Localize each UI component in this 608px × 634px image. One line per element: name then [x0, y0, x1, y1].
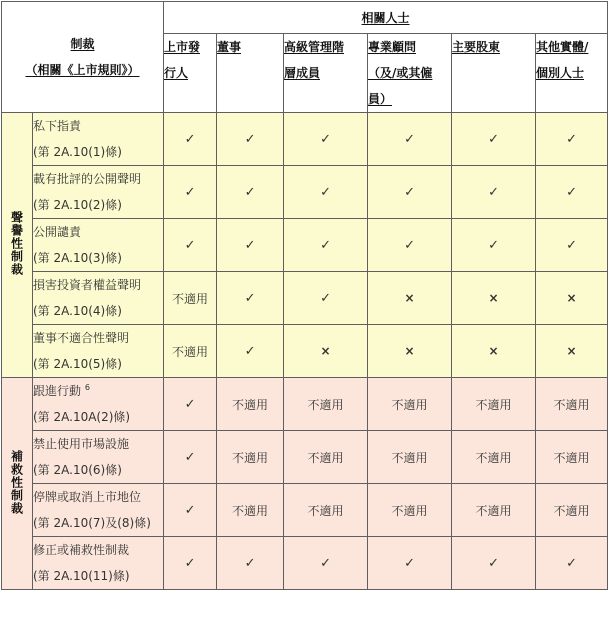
check-icon: ✓	[217, 219, 284, 272]
cross-icon: ×	[452, 272, 536, 325]
not-applicable-cell: 不適用	[536, 378, 608, 431]
check-icon: ✓	[536, 219, 608, 272]
column-header-directors	[217, 34, 284, 113]
rule-reference: (第 2A.10(11)條)	[33, 569, 130, 583]
rule-reference: (第 2A.10(7)及(8)條)	[33, 516, 151, 530]
table-row	[2, 325, 608, 378]
check-icon: ✓	[536, 166, 608, 219]
check-icon: ✓	[164, 484, 217, 537]
check-icon: ✓	[452, 537, 536, 590]
rule-reference: (第 2A.10(3)條)	[33, 251, 122, 265]
not-applicable-cell: 不適用	[284, 378, 368, 431]
not-applicable-cell: 不適用	[217, 484, 284, 537]
check-icon: ✓	[217, 166, 284, 219]
cross-icon: ×	[368, 325, 452, 378]
rule-reference: (第 2A.10(2)條)	[33, 198, 122, 212]
sanction-cell	[33, 166, 164, 219]
column-header-line: 專業顧問	[368, 40, 417, 54]
not-applicable-cell: 不適用	[284, 431, 368, 484]
check-icon: ✓	[284, 113, 368, 166]
rule-reference: (第 2A.10(4)條)	[33, 304, 122, 318]
check-icon: ✓	[284, 166, 368, 219]
column-header-line: 層成員	[284, 66, 321, 80]
sanction-cell	[33, 378, 164, 431]
rule-reference: (第 2A.10(6)條)	[33, 463, 122, 477]
sanction-name: 禁止使用市場設施	[33, 437, 130, 451]
column-header-line: （及/或其僱	[368, 66, 433, 80]
cross-icon: ×	[284, 325, 368, 378]
sanction-cell	[33, 484, 164, 537]
not-applicable-cell: 不適用	[452, 431, 536, 484]
column-header-substantial-shareholders	[452, 34, 536, 113]
column-header-line: 董事	[217, 40, 242, 54]
rule-reference: (第 2A.10(5)條)	[33, 357, 122, 371]
document-page	[1, 1, 608, 590]
sanction-name: 載有批評的公開聲明	[33, 172, 142, 186]
not-applicable-cell: 不適用	[164, 272, 217, 325]
not-applicable-cell: 不適用	[536, 431, 608, 484]
check-icon: ✓	[217, 325, 284, 378]
column-header-issuer	[164, 34, 217, 113]
related-persons-label: 相關人士	[361, 11, 410, 25]
check-icon: ✓	[217, 272, 284, 325]
group-label: 補救性制裁	[9, 449, 24, 515]
check-icon: ✓	[368, 113, 452, 166]
table-row	[2, 272, 608, 325]
cross-icon: ×	[536, 325, 608, 378]
not-applicable-cell: 不適用	[217, 378, 284, 431]
table-row	[2, 537, 608, 590]
not-applicable-cell: 不適用	[368, 378, 452, 431]
rule-reference: (第 2A.10(1)條)	[33, 145, 122, 159]
check-icon: ✓	[217, 113, 284, 166]
check-icon: ✓	[368, 537, 452, 590]
sanction-cell	[33, 113, 164, 166]
check-icon: ✓	[284, 219, 368, 272]
not-applicable-cell: 不適用	[368, 484, 452, 537]
check-icon: ✓	[164, 166, 217, 219]
check-icon: ✓	[536, 537, 608, 590]
cross-icon: ×	[452, 325, 536, 378]
sanction-name: 董事不適合性聲明	[33, 331, 130, 345]
sanction-name: 私下指責	[33, 119, 82, 133]
column-header-line: 個別人士	[536, 66, 585, 80]
column-header-line: 員）	[368, 92, 393, 106]
cross-icon: ×	[368, 272, 452, 325]
check-icon: ✓	[164, 431, 217, 484]
sanction-cell	[33, 219, 164, 272]
check-icon: ✓	[452, 113, 536, 166]
sanction-header-subtitle: （相關《上市規則》）	[25, 63, 140, 77]
check-icon: ✓	[164, 219, 217, 272]
sanction-cell	[33, 431, 164, 484]
sanction-cell	[33, 325, 164, 378]
remedial-sanctions-group	[2, 378, 33, 590]
sanction-name: 損害投資者權益聲明	[33, 278, 142, 292]
sanction-cell	[33, 272, 164, 325]
table-row	[2, 219, 608, 272]
column-header-line: 行人	[164, 66, 189, 80]
not-applicable-cell: 不適用	[536, 484, 608, 537]
table-row	[2, 166, 608, 219]
cross-icon: ×	[536, 272, 608, 325]
column-header-senior-management	[284, 34, 368, 113]
group-label: 聲譽性制裁	[9, 211, 24, 276]
column-header-line: 主要股東	[452, 40, 501, 54]
column-header-other-entities	[536, 34, 608, 113]
table-row	[2, 113, 608, 166]
related-persons-header	[164, 2, 608, 34]
footnote-marker: 6	[84, 383, 90, 392]
not-applicable-cell: 不適用	[284, 484, 368, 537]
sanction-header-cell	[2, 2, 164, 113]
column-header-line: 上市發	[164, 40, 201, 54]
check-icon: ✓	[368, 219, 452, 272]
check-icon: ✓	[536, 113, 608, 166]
check-icon: ✓	[368, 166, 452, 219]
check-icon: ✓	[164, 113, 217, 166]
reputational-sanctions-group	[2, 113, 33, 378]
sanction-header-title: 制裁	[70, 37, 95, 51]
sanction-name: 跟進行動	[33, 384, 82, 398]
check-icon: ✓	[284, 272, 368, 325]
check-icon: ✓	[284, 537, 368, 590]
sanction-name: 公開譴責	[33, 225, 82, 239]
table-row	[2, 484, 608, 537]
table-row	[2, 378, 608, 431]
check-icon: ✓	[164, 537, 217, 590]
sanction-name: 停牌或取消上市地位	[33, 490, 142, 504]
column-header-line: 其他實體/	[536, 40, 589, 54]
sanction-cell	[33, 537, 164, 590]
sanction-name: 修正或補救性制裁	[33, 543, 130, 557]
table-row	[2, 431, 608, 484]
check-icon: ✓	[452, 219, 536, 272]
not-applicable-cell: 不適用	[164, 325, 217, 378]
column-header-professional-advisers	[368, 34, 452, 113]
not-applicable-cell: 不適用	[452, 378, 536, 431]
column-header-line: 高級管理階	[284, 40, 345, 54]
not-applicable-cell: 不適用	[368, 431, 452, 484]
check-icon: ✓	[217, 537, 284, 590]
not-applicable-cell: 不適用	[217, 431, 284, 484]
not-applicable-cell: 不適用	[452, 484, 536, 537]
header-row-1	[2, 2, 608, 34]
check-icon: ✓	[452, 166, 536, 219]
check-icon: ✓	[164, 378, 217, 431]
rule-reference: (第 2A.10A(2)條)	[33, 410, 131, 424]
sanctions-table	[1, 1, 608, 590]
